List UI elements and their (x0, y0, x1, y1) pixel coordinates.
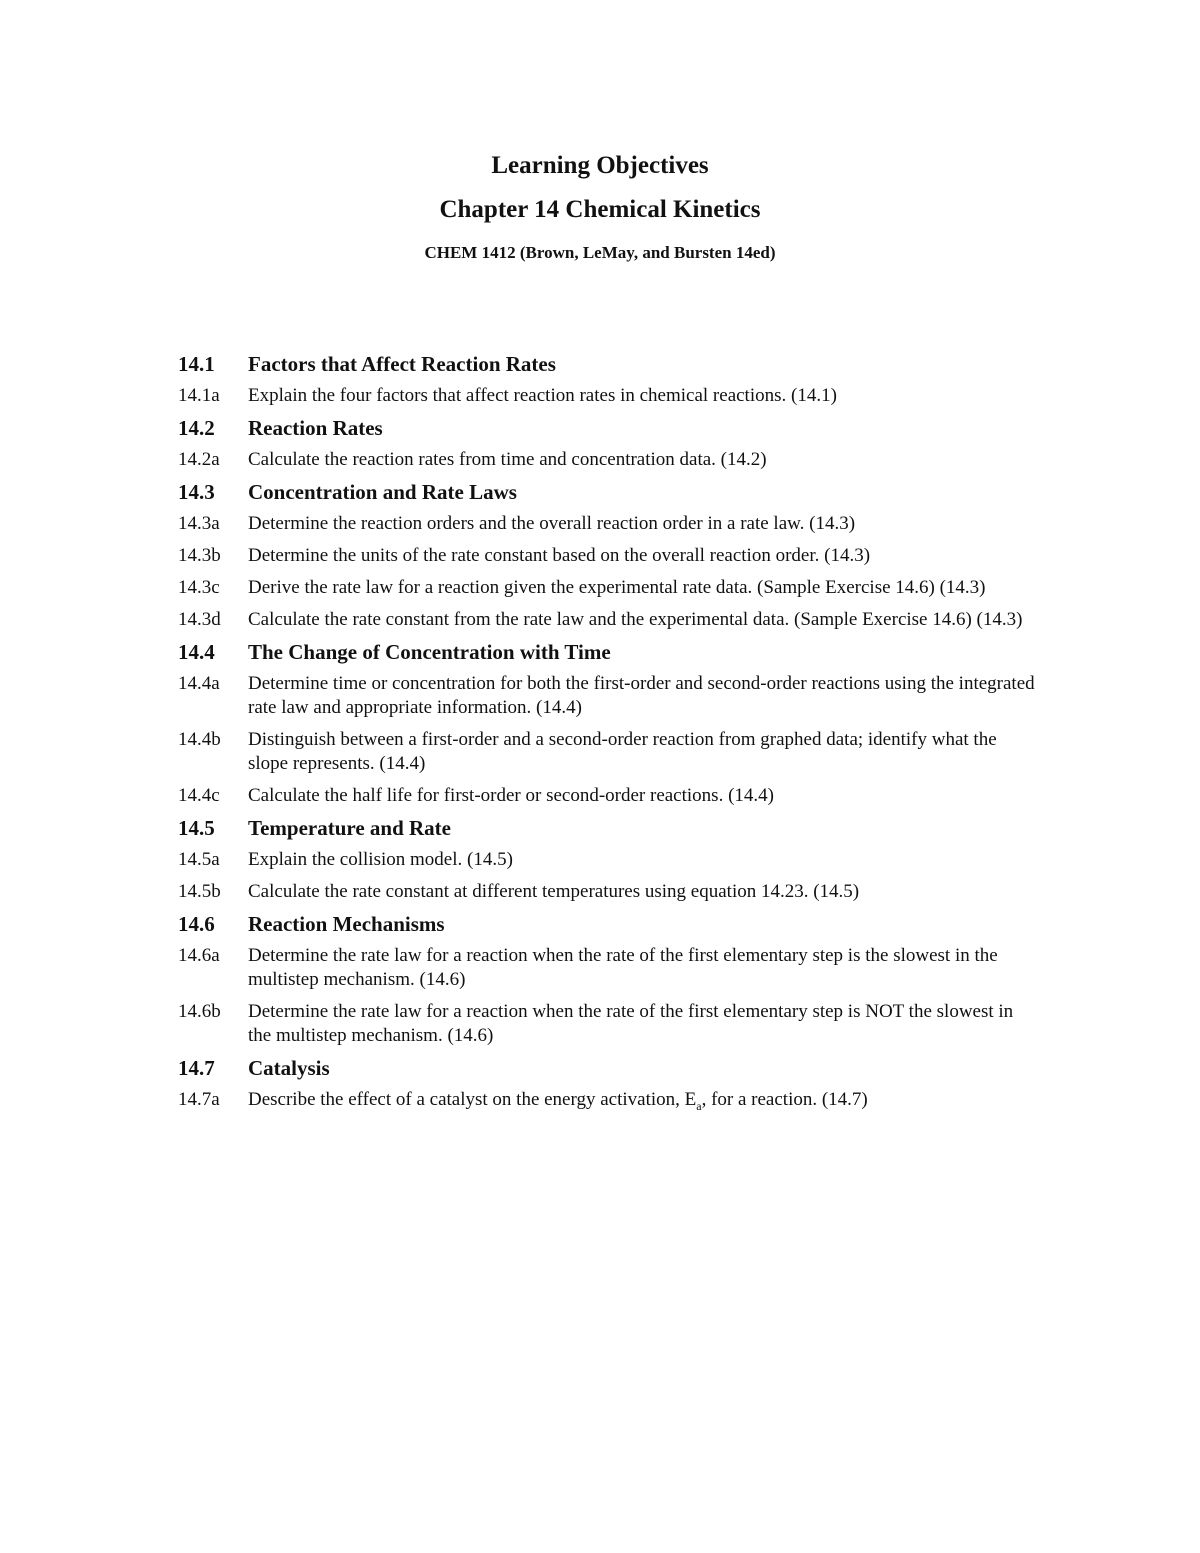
objective-text-part: Describe the effect of a catalyst on the energy activation, E (248, 1089, 697, 1110)
subscript-a: a (696, 1098, 702, 1113)
objective-item (178, 384, 1038, 408)
objective-id: 14.7a (178, 1089, 220, 1110)
objective-text: Calculate the rate constant from the rate law and the experimental data. (Sample Exercise 14.6) (14.3) (248, 609, 1023, 630)
objective-item (178, 544, 1038, 568)
objective-item (178, 608, 1038, 632)
section-heading (178, 912, 1038, 944)
objective-item (178, 1000, 1038, 1048)
section-number: 14.5 (178, 816, 215, 840)
chapter-heading: Chapter 14 Chemical Kinetics (439, 196, 761, 223)
document-title: Learning Objectives (491, 152, 709, 179)
objective-id: 14.5b (178, 881, 221, 902)
objective-text: Explain the four factors that affect reaction rates in chemical reactions. (14.1) (248, 385, 837, 406)
objectives-list (178, 352, 1038, 1126)
objective-text: Determine time or concentration for both the first-order and second-order reactions using the integrated rate law and appropriate information. (14.4) (248, 673, 1035, 718)
objective-text: Calculate the half life for first-order or second-order reactions. (14.4) (248, 785, 774, 806)
section-heading (178, 352, 1038, 384)
objective-id: 14.3b (178, 545, 221, 566)
objective-id: 14.4a (178, 673, 220, 694)
section-number: 14.6 (178, 912, 215, 936)
section-heading (178, 1056, 1038, 1088)
section-number: 14.7 (178, 1056, 215, 1080)
objective-text: Determine the rate law for a reaction when the rate of the first elementary step is NOT the slowest in the multistep mechanism. (14.6) (248, 1001, 1014, 1046)
objective-item (178, 448, 1038, 472)
objective-text: Determine the reaction orders and the overall reaction order in a rate law. (14.3) (248, 513, 856, 534)
section-number: 14.4 (178, 640, 215, 664)
objective-item (178, 880, 1038, 904)
section-title: Temperature and Rate (248, 816, 451, 840)
objective-item (178, 784, 1038, 808)
objective-id: 14.6b (178, 1001, 221, 1022)
objective-id: 14.2a (178, 449, 220, 470)
section-number: 14.1 (178, 352, 215, 376)
objective-item (178, 576, 1038, 600)
section-title: Reaction Rates (248, 416, 383, 440)
course-info: CHEM 1412 (Brown, LeMay, and Bursten 14ed) (424, 243, 776, 262)
objective-id: 14.4b (178, 729, 221, 750)
objective-item (178, 512, 1038, 536)
objective-id: 14.5a (178, 849, 220, 870)
objective-item (178, 944, 1038, 992)
objective-text: Calculate the reaction rates from time and concentration data. (14.2) (248, 449, 767, 470)
section-title: The Change of Concentration with Time (248, 640, 611, 664)
section-heading (178, 640, 1038, 672)
section-title: Catalysis (248, 1056, 330, 1080)
section-title: Factors that Affect Reaction Rates (248, 352, 556, 376)
objective-id: 14.3a (178, 513, 220, 534)
objective-id: 14.3d (178, 609, 221, 630)
objective-id: 14.3c (178, 577, 220, 598)
objective-text: Derive the rate law for a reaction given the experimental rate data. (Sample Exercise 14.6) (14.3) (248, 577, 986, 598)
objective-item (178, 672, 1038, 720)
section-title: Reaction Mechanisms (248, 912, 445, 936)
objective-text: Distinguish between a first-order and a second-order reaction from graphed data; identify what the slope represents. (14.4) (248, 729, 997, 774)
section-title: Concentration and Rate Laws (248, 480, 517, 504)
section-heading (178, 480, 1038, 512)
objective-id: 14.4c (178, 785, 220, 806)
section-heading (178, 816, 1038, 848)
section-number: 14.3 (178, 480, 215, 504)
objective-text (248, 1088, 1038, 1118)
objective-id: 14.1a (178, 385, 220, 406)
objective-item (178, 728, 1038, 776)
section-heading (178, 416, 1038, 448)
objective-text-part: , for a reaction. (14.7) (701, 1089, 868, 1110)
objective-text: Explain the collision model. (14.5) (248, 849, 513, 870)
objective-text: Determine the units of the rate constant based on the overall reaction order. (14.3) (248, 545, 871, 566)
objective-text: Calculate the rate constant at different temperatures using equation 14.23. (14.5) (248, 881, 860, 902)
objective-text: Determine the rate law for a reaction when the rate of the first elementary step is the slowest in the multistep mechanism. (14.6) (248, 945, 998, 990)
objective-id: 14.6a (178, 945, 220, 966)
section-number: 14.2 (178, 416, 215, 440)
objective-item (178, 848, 1038, 872)
objective-item (178, 1088, 1038, 1118)
